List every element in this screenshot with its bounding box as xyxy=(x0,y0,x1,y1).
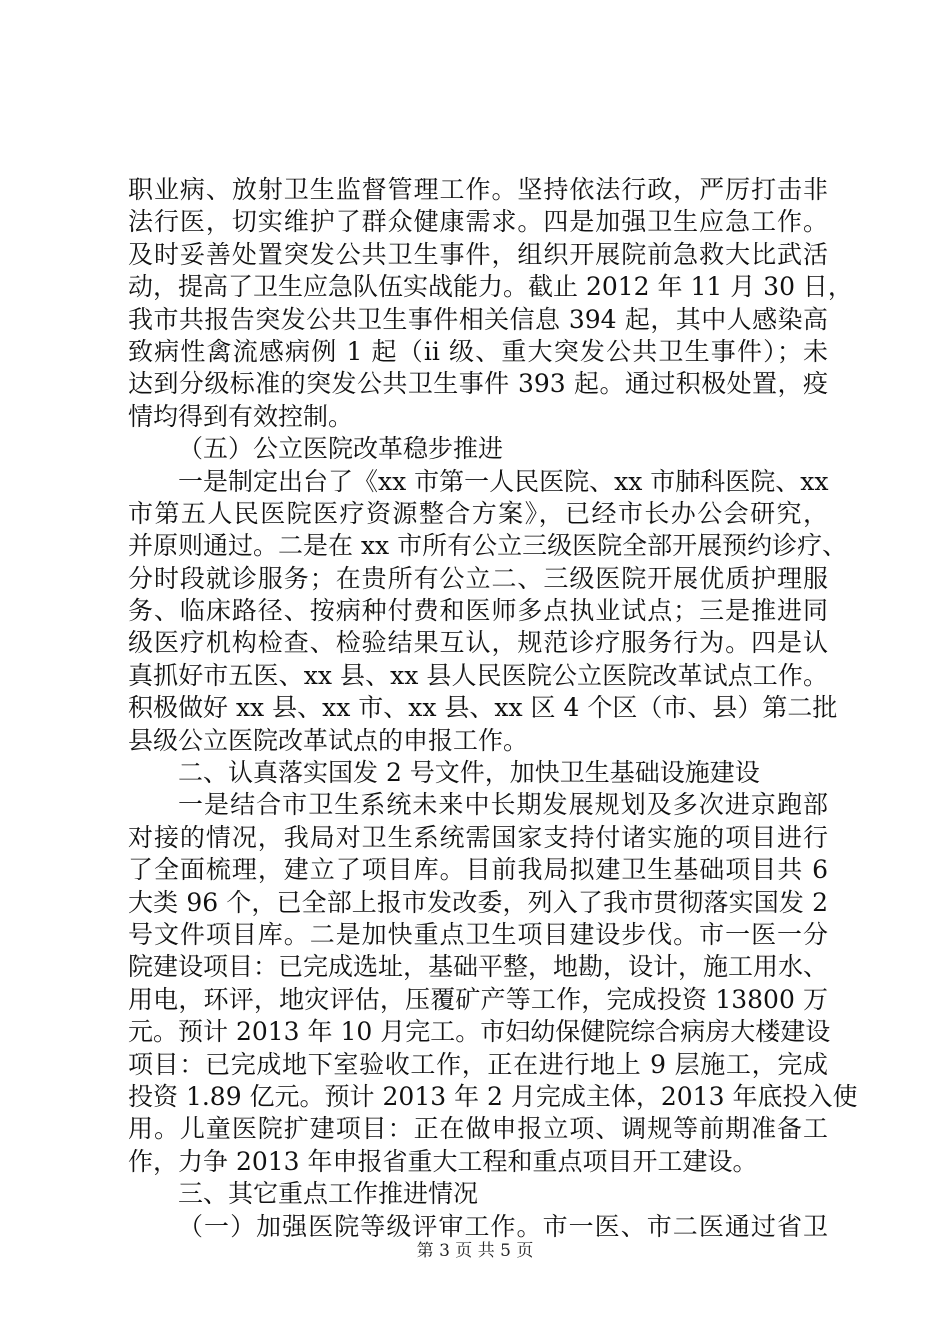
page-footer: 第 3 页 共 5 页 xyxy=(416,1241,534,1261)
text-line: 及时妥善处置突发公共卫生事件，组织开展院前急救大比武活 xyxy=(128,239,828,269)
text-line: （一）加强医院等级评审工作。市一医、市二医通过省卫 xyxy=(178,1211,828,1241)
text-line: 号文件项目库。二是加快重点卫生项目建设步伐。市一医一分 xyxy=(128,919,828,949)
text-line: 院建设项目：已完成选址，基础平整，地勘，设计，施工用水、 xyxy=(128,952,829,982)
text-line: 法行医，切实维护了群众健康需求。四是加强卫生应急工作。 xyxy=(128,207,828,237)
text-line: 我市共报告突发公共卫生事件相关信息 394 起，其中人感染高 xyxy=(128,304,828,334)
text-line: 市第五人民医院医疗资源整合方案》，已经市长办公会研究， xyxy=(128,498,828,528)
text-line: 大类 96 个，已全部上报市发改委，列入了我市贯彻落实国发 2 xyxy=(128,887,828,917)
text-line: 职业病、放射卫生监督管理工作。坚持依法行政，严厉打击非 xyxy=(128,175,828,204)
text-line: 了全面梳理，建立了项目库。目前我局拟建卫生基础项目共 6 xyxy=(128,855,828,885)
text-line: 并原则通过。二是在 xx 市所有公立三级医院全部开展预约诊疗、 xyxy=(128,531,848,561)
text-line: 分时段就诊服务；在贵所有公立二、三级医院开展优质护理服 xyxy=(128,563,828,593)
text-line: 三、其它重点工作推进情况 xyxy=(178,1179,479,1209)
text-line: 对接的情况，我局对卫生系统需国家支持付诸实施的项目进行 xyxy=(128,822,828,852)
text-line: 级医疗机构检查、检验结果互认，规范诊疗服务行为。四是认 xyxy=(128,628,828,658)
text-line: 致病性禽流感病例 1 起（ii 级、重大突发公共卫生事件）；未 xyxy=(128,336,828,366)
text-line: 动，提高了卫生应急队伍实战能力。截止 2012 年 11 月 30 日， xyxy=(128,272,853,302)
text-line: 用。儿童医院扩建项目：正在做申报立项、调规等前期准备工 xyxy=(128,1114,828,1144)
text-line: 作，力争 2013 年申报省重大工程和重点项目开工建设。 xyxy=(128,1146,758,1176)
text-line: 投资 1.89 亿元。预计 2013 年 2 月完成主体，2013 年底投入使 xyxy=(128,1081,858,1111)
text-line: 用电，环评，地灾评估，压覆矿产等工作，完成投资 13800 万 xyxy=(128,984,828,1014)
text-line: 项目：已完成地下室验收工作，正在进行地上 9 层施工，完成 xyxy=(128,1049,828,1079)
text-line: 务、临床路径、按病种付费和医师多点执业试点；三是推进同 xyxy=(128,596,828,626)
text-line: （五）公立医院改革稳步推进 xyxy=(178,434,504,464)
text-line: 积极做好 xx 县、xx 市、xx 县、xx 区 4 个区（市、县）第二批 xyxy=(128,693,838,723)
text-line: 情均得到有效控制。 xyxy=(128,401,354,431)
text-line: 一是结合市卫生系统未来中长期发展规划及多次进京跑部 xyxy=(178,790,828,820)
document-body xyxy=(128,174,858,1243)
text-line: 一是制定出台了《xx 市第一人民医院、xx 市肺科医院、xx xyxy=(178,466,829,496)
text-line: 元。预计 2013 年 10 月完工。市妇幼保健院综合病房大楼建设 xyxy=(128,1017,831,1047)
text-line: 县级公立医院改革试点的申报工作。 xyxy=(128,725,529,755)
text-line: 真抓好市五医、xx 县、xx 县人民医院公立医院改革试点工作。 xyxy=(128,660,828,690)
text-line: 二、认真落实国发 2 号文件，加快卫生基础设施建设 xyxy=(178,758,760,788)
text-line: 达到分级标准的突发公共卫生事件 393 起。通过积极处置，疫 xyxy=(128,369,828,399)
